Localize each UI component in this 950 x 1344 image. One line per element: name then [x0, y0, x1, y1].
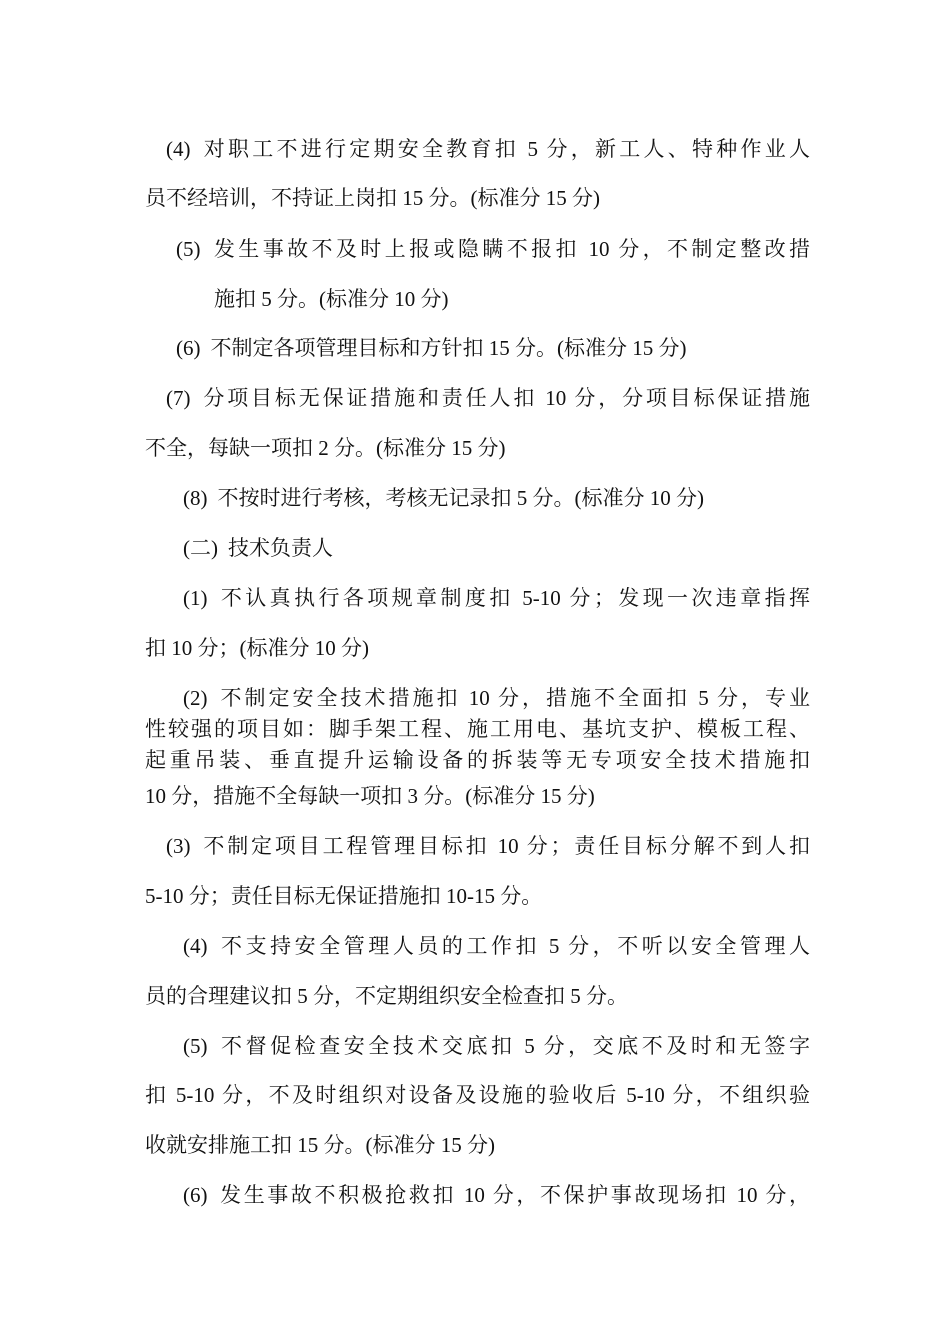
line-text: 不制定安全技术措施扣 10 分，措施不全面扣 5 分，专业	[217, 686, 810, 710]
paragraph-line	[145, 783, 810, 809]
paragraph-line	[145, 716, 810, 742]
paragraph-line	[145, 983, 810, 1009]
paragraph-line	[145, 1082, 810, 1108]
paragraph-line	[176, 236, 810, 262]
line-text: 性较强的项目如：脚手架工程、施工用电、基坑支护、模板工程、	[145, 717, 810, 741]
item-number: (5)	[183, 1034, 208, 1058]
line-text: 不支持安全管理人员的工作扣 5 分，不听以安全管理人	[217, 934, 810, 958]
line-text: 扣 5-10 分，不及时组织对设备及设施的验收后 5-10 分，不组织验	[145, 1083, 810, 1107]
line-text: 发生事故不及时上报或隐瞒不报扣 10 分，不制定整改措	[210, 237, 810, 261]
paragraph-line	[183, 685, 810, 711]
line-text: 起重吊装、垂直提升运输设备的拆装等无专项安全技术措施扣	[145, 748, 810, 772]
line-text: 不全，每缺一项扣 2 分。(标准分 15 分)	[145, 436, 506, 460]
item-number: (7)	[166, 386, 191, 410]
line-text: 员不经培训，不持证上岗扣 15 分。(标准分 15 分)	[145, 186, 600, 210]
item-number: (6)	[176, 336, 201, 360]
item-number: (1)	[183, 586, 208, 610]
paragraph-line	[176, 335, 841, 361]
paragraph-line	[145, 883, 810, 909]
line-text: 5-10 分；责任目标无保证措施扣 10-15 分。	[145, 884, 543, 908]
paragraph-line	[145, 185, 810, 211]
line-text: 不认真执行各项规章制度扣 5-10 分；发现一次违章指挥	[217, 586, 810, 610]
paragraph-line	[183, 1182, 810, 1208]
paragraph-line	[166, 136, 810, 162]
paragraph-line	[214, 286, 879, 312]
paragraph-line	[145, 435, 810, 461]
line-text: 扣 10 分；(标准分 10 分)	[145, 636, 369, 660]
paragraph-line	[145, 747, 810, 773]
paragraph-line	[166, 833, 810, 859]
item-number: (8)	[183, 486, 208, 510]
section-heading	[183, 535, 848, 561]
line-text: 对职工不进行定期安全教育扣 5 分，新工人、特种作业人	[200, 137, 810, 161]
paragraph-line	[183, 933, 810, 959]
item-number: (4)	[183, 934, 208, 958]
line-text: 收就安排施工扣 15 分。(标准分 15 分)	[145, 1133, 495, 1157]
line-text: 不制定各项管理目标和方针扣 15 分。(标准分 15 分)	[210, 336, 687, 360]
section-title: 技术负责人	[228, 536, 333, 560]
line-text: 不按时进行考核，考核无记录扣 5 分。(标准分 10 分)	[217, 486, 704, 510]
line-text: 发生事故不积极抢救扣 10 分，不保护事故现场扣 10 分，	[217, 1183, 810, 1207]
section-number: (二)	[183, 536, 218, 560]
item-number: (6)	[183, 1183, 208, 1207]
line-text: 不督促检查安全技术交底扣 5 分，交底不及时和无签字	[217, 1034, 810, 1058]
paragraph-line	[183, 485, 848, 511]
paragraph-line	[145, 635, 810, 661]
paragraph-line	[183, 1033, 810, 1059]
item-number: (5)	[176, 237, 201, 261]
item-number: (4)	[166, 137, 191, 161]
item-number: (2)	[183, 686, 208, 710]
paragraph-line	[145, 1132, 810, 1158]
line-text: 员的合理建议扣 5 分，不定期组织安全检查扣 5 分。	[145, 984, 628, 1008]
paragraph-line	[183, 585, 810, 611]
line-text: 10 分，措施不全每缺一项扣 3 分。(标准分 15 分)	[145, 784, 595, 808]
line-text: 施扣 5 分。(标准分 10 分)	[214, 287, 449, 311]
line-text: 不制定项目工程管理目标扣 10 分；责任目标分解不到人扣	[200, 834, 810, 858]
item-number: (3)	[166, 834, 191, 858]
paragraph-line	[166, 385, 810, 411]
line-text: 分项目标无保证措施和责任人扣 10 分，分项目标保证措施	[200, 386, 810, 410]
